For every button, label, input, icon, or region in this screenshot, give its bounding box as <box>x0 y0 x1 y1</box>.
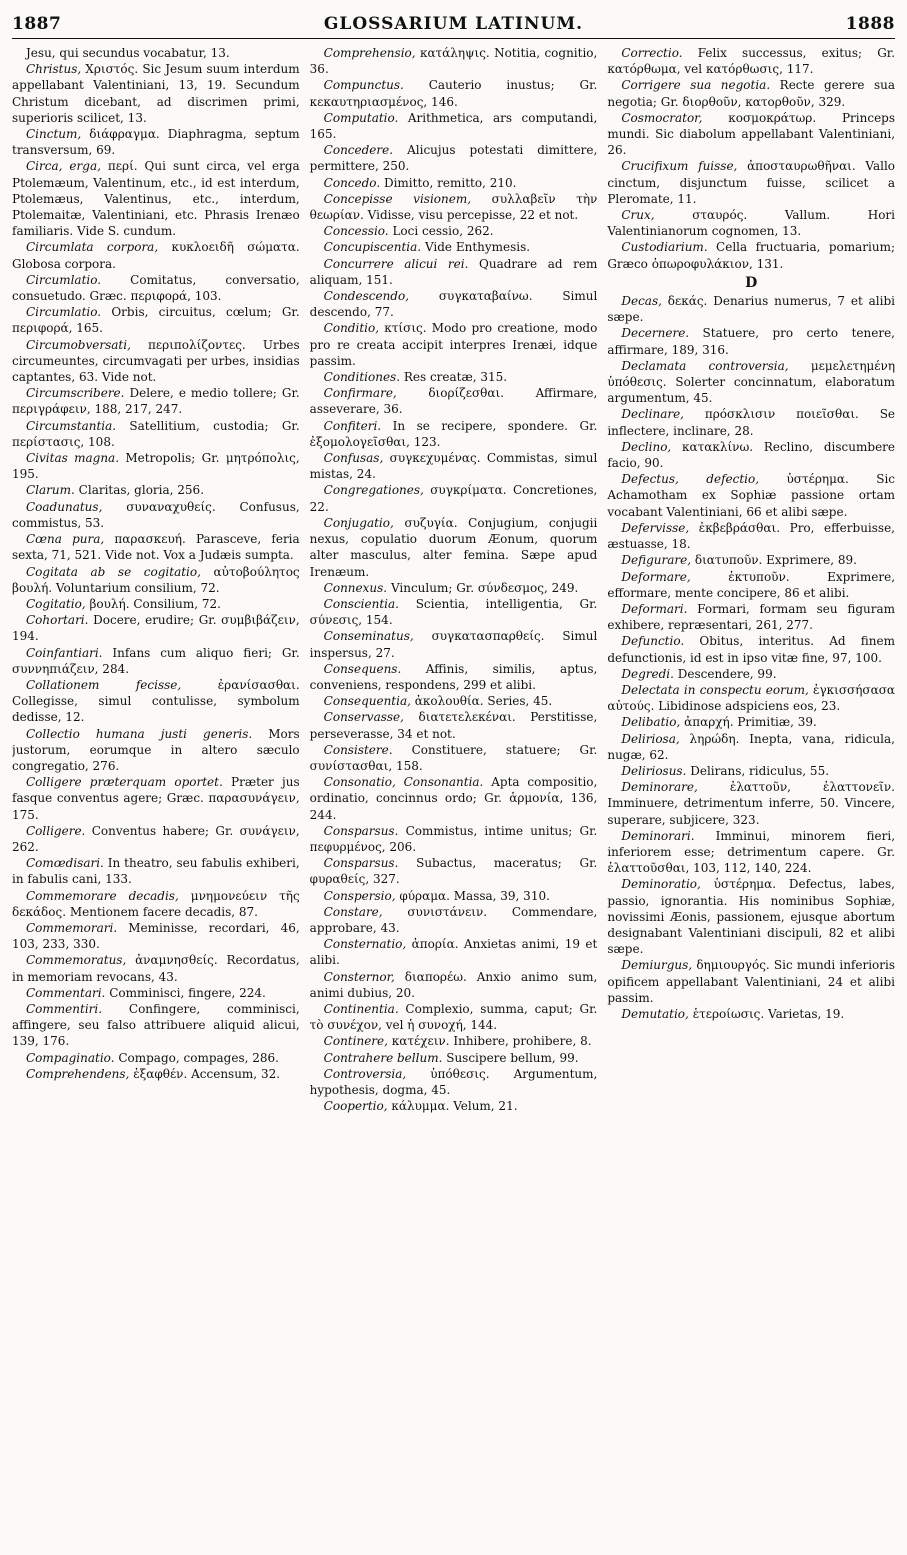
glossary-entry <box>310 288 598 320</box>
entry-definition: Commistus, intime unitus; Gr. πεφυρμένος, 206. <box>309 823 598 854</box>
entry-definition: συγκεχυμένας. Commistas, simul mistas, 24. <box>309 451 598 482</box>
entry-headword: Coadunatus, <box>26 499 103 514</box>
entry-headword: Delibatio, <box>621 715 681 730</box>
glossary-entry <box>12 450 300 482</box>
entry-definition: παρασκευή. Parasceve, feria sexta, 71, 521. Vide not. Vox a Judæis sumpta. <box>12 532 300 563</box>
glossary-entry <box>310 855 598 887</box>
glossary-entry <box>12 888 300 920</box>
glossary-entry <box>310 239 598 255</box>
glossary-entry <box>12 239 300 271</box>
glossary-entry <box>607 666 895 682</box>
entry-definition: πρόσκλισιν ποιεῖσθαι. Se inflectere, inclinare, 28. <box>607 407 896 438</box>
entry-headword: Comprehendens, <box>26 1066 130 1081</box>
glossary-entry <box>12 823 300 855</box>
glossary-entry <box>310 45 598 77</box>
entry-definition: Comminisci, fingere, 224. <box>109 985 266 1000</box>
glossary-entry <box>607 520 895 552</box>
glossary-entry <box>607 633 895 665</box>
glossary-entry <box>607 763 895 779</box>
glossary-entry <box>310 904 598 936</box>
entry-headword: Conspersio, <box>323 888 396 903</box>
entry-headword: Deformari. <box>621 601 688 616</box>
entry-definition: κάλυμμα. Velum, 21. <box>391 1099 518 1114</box>
entry-definition: ἀπαρχή. Primitiæ, 39. <box>684 715 817 730</box>
entry-headword: Circumlatio. <box>26 305 102 320</box>
entry-definition: Vinculum; Gr. σύνδεσμος, 249. <box>390 580 579 595</box>
entry-headword: Commemorari. <box>26 920 118 935</box>
glossary-entry <box>12 612 300 644</box>
entry-definition: Satellitium, custodia; Gr. περίστασις, 108. <box>12 418 300 449</box>
entry-definition: Compago, compages, 286. <box>118 1050 279 1065</box>
entry-definition: συγκρίματα. Concretiones, 22. <box>309 483 598 514</box>
entry-definition: ἐξαφθέν. Accensum, 32. <box>133 1066 281 1081</box>
entry-definition: Χριστός. Sic Jesum suum interdum appellabant Valentiniani, 13, 19. Secundum Christum dicebant, ad discrimen primi, superioris scilicet, 13. <box>12 62 300 125</box>
entry-headword: Constare, <box>323 904 383 919</box>
entry-definition: Imminui, minorem fieri, inferiorem esse; detrimentum capere. Gr. ἐλαττοῦσθαι, 103, 112, 140, 224. <box>607 828 896 876</box>
glossary-entry <box>12 158 300 239</box>
glossary-entry <box>310 596 598 628</box>
glossary-entry <box>12 1066 300 1082</box>
entry-definition: ἐκτυποῦν. Exprimere, efformare, mente concipere, 86 et alibi. <box>607 569 896 600</box>
entry-headword: Consparsus. <box>323 856 399 871</box>
entry-definition: Constituere, statuere; Gr. συνίστασθαι, 158. <box>309 742 598 773</box>
glossary-entry <box>310 175 598 191</box>
glossary-entry <box>607 239 895 271</box>
glossary-entry <box>310 1050 598 1066</box>
glossary-entry <box>310 1098 598 1114</box>
entry-definition: ἐλαττοῦν, ἐλαττονεῖν. Imminuere, detrimentum inferre, 50. Vincere, superare, subjicere, 323. <box>607 780 896 827</box>
glossary-entry <box>310 191 598 223</box>
glossary-entry <box>310 888 598 904</box>
entry-headword: Colligere. <box>26 823 86 838</box>
glossary-entry <box>607 779 895 828</box>
entry-definition: Jesu, qui secundus vocabatur, 13. <box>26 46 230 60</box>
glossary-entry <box>607 207 895 239</box>
entry-definition: Affinis, similis, aptus, conveniens, respondens, 299 et alibi. <box>309 661 598 692</box>
entry-headword: Controversia, <box>323 1066 407 1081</box>
glossary-entry <box>310 450 598 482</box>
entry-definition: διατυποῦν. Exprimere, 89. <box>694 553 857 568</box>
glossary-entry <box>12 337 300 386</box>
glossary-entry <box>310 774 598 823</box>
column-1 <box>12 45 300 1555</box>
glossary-entry <box>607 876 895 957</box>
entry-headword: Connexus. <box>323 580 388 595</box>
entry-definition: Apta compositio, ordinatio, concinnus ordo; Gr. ἁρμονία, 136, 244. <box>309 775 598 822</box>
entry-headword: Congregationes, <box>323 483 424 498</box>
entry-headword: Consonatio, Consonantia. <box>323 775 484 790</box>
entry-definition: κοσμοκράτωρ. Princeps mundi. Sic diabolum appellabant Valentiniani, 26. <box>607 110 896 158</box>
entry-headword: Clarum. <box>26 483 75 498</box>
entry-headword: Corrigere sua negotia. <box>621 78 771 93</box>
glossary-entry <box>310 369 598 385</box>
glossary-entry <box>310 515 598 580</box>
entry-headword: Degredi. <box>621 666 674 681</box>
glossary-entry <box>310 1033 598 1049</box>
glossary-entry <box>12 677 300 726</box>
entry-definition: Felix successus, exitus; Gr. κατόρθωμα, vel κατόρθωσις, 117. <box>607 46 896 77</box>
entry-headword: Declinare, <box>621 407 684 422</box>
entry-definition: Suscipere bellum, 99. <box>446 1050 579 1065</box>
columns <box>12 45 895 1555</box>
glossary-entry <box>607 552 895 568</box>
entry-headword: Defervisse, <box>621 520 690 535</box>
entry-headword: Defunctio. <box>621 634 685 649</box>
entry-headword: Circumscribere. <box>26 386 125 401</box>
entry-headword: Decas, <box>621 294 662 309</box>
entry-definition: σταυρός. Vallum. Hori Valentinianorum cognomen, 13. <box>607 208 896 239</box>
glossary-entry <box>607 358 895 407</box>
glossary-entry <box>310 223 598 239</box>
glossary-entry <box>607 439 895 471</box>
entry-headword: Defigurare, <box>621 553 692 568</box>
glossary-entry <box>12 304 300 336</box>
entry-definition: Confingere, comminisci, affingere, seu falso attribuere aliquid alicui, 139, 176. <box>12 1001 300 1049</box>
entry-headword: Concupiscentia. <box>323 240 422 255</box>
entry-definition: Docere, erudire; Gr. συμβιβάζειν, 194. <box>12 613 300 644</box>
entry-definition: Obitus, interitus. Ad finem defunctionis, id est in ipso vitæ fine, 97, 100. <box>607 634 895 665</box>
glossary-entry <box>12 1001 300 1050</box>
entry-headword: Cogitata ab se cogitatio, <box>26 564 201 579</box>
entry-definition: Comitatus, conversatio, consuetudo. Græc. περιφορά, 103. <box>12 272 300 304</box>
glossary-entry <box>12 596 300 612</box>
entry-definition: Quadrare ad rem aliquam, 151. <box>309 256 598 287</box>
entry-headword: Continentia. <box>323 1001 399 1016</box>
entry-headword: Conservasse, <box>323 710 404 725</box>
entry-definition: συγκαταβαίνω. Simul descendo, 77. <box>309 289 598 320</box>
entry-headword: Deliriosus. <box>621 763 687 778</box>
entry-headword: Declamata controversia, <box>621 358 789 373</box>
entry-definition: βουλή. Consilium, 72. <box>89 596 221 611</box>
entry-definition: διατετελεκέναι. Perstitisse, perseverasse, 34 et not. <box>309 710 598 741</box>
entry-headword: Consistere. <box>323 742 393 757</box>
glossary-entry <box>607 957 895 1006</box>
entry-headword: Deliriosa, <box>621 731 680 746</box>
entry-definition: Metropolis; Gr. μητρόπολις, 195. <box>12 451 300 482</box>
glossary-entry <box>12 272 300 304</box>
glossary-entry <box>310 969 598 1001</box>
entry-definition: ἐγκισσήσασα αὐτούς. Libidinose adspiciens eos, 23. <box>607 682 896 714</box>
entry-definition: ἐκβεβράσθαι. Pro, efferbuisse, æstuasse, 18. <box>607 520 896 552</box>
entry-definition: διορίζεσθαι. Affirmare, asseverare, 36. <box>309 386 598 417</box>
entry-definition: κατάληψις. Notitia, cognitio, 36. <box>309 46 598 77</box>
glossary-entry <box>12 985 300 1001</box>
entry-headword: Contrahere bellum. <box>323 1050 443 1065</box>
entry-definition: δεκάς. Denarius numerus, 7 et alibi sæpe. <box>607 294 895 325</box>
left-page-number: 1887 <box>12 14 62 34</box>
glossary-entry <box>607 45 895 77</box>
glossary-entry <box>310 1001 598 1033</box>
entry-headword: Conscientia. <box>323 596 399 611</box>
entry-definition: φύραμα. Massa, 39, 310. <box>399 888 550 903</box>
entry-headword: Cogitatio, <box>26 596 86 611</box>
entry-headword: Confusas, <box>323 451 384 466</box>
entry-definition: συζυγία. Conjugium, conjugii nexus, copulatio duorum Æonum, quorum alter masculus, alter femina. Sæpe apud Irenæum. <box>309 515 598 579</box>
entry-headword: Confiteri. <box>323 418 382 433</box>
glossary-entry <box>607 406 895 438</box>
entry-headword: Declino, <box>621 439 672 454</box>
column-3 <box>607 45 895 1555</box>
entry-definition: συλλαβεῖν τὴν θεωρίαν. Vidisse, visu percepisse, 22 et not. <box>309 191 598 223</box>
entry-definition: ἀποσταυρωθῆναι. Vallo cinctum, disjunctum fuisse, scilicet a Pleromate, 11. <box>607 159 896 206</box>
glossary-entry <box>310 385 598 417</box>
entry-headword: Circumobversati, <box>26 337 131 352</box>
entry-headword: Deformare, <box>621 569 691 584</box>
entry-headword: Conjugatio, <box>323 515 394 530</box>
glossary-entry <box>310 482 598 514</box>
glossary-entry <box>12 726 300 775</box>
entry-headword: Compunctus. <box>323 78 404 93</box>
entry-headword: Condescendo, <box>323 289 410 304</box>
entry-definition: ὑπόθεσις. Argumentum, hypothesis, dogma, 45. <box>309 1066 598 1097</box>
entry-headword: Concessio. <box>323 224 389 239</box>
entry-headword: Crux, <box>621 208 655 223</box>
glossary-entry <box>607 714 895 730</box>
entry-definition: ἐρανίσασθαι. Collegisse, simul contulisse, symbolum dedisse, 12. <box>12 677 300 725</box>
right-page-number: 1888 <box>845 14 895 34</box>
entry-definition: κατέχειν. Inhibere, prohibere, 8. <box>391 1034 592 1049</box>
entry-definition: Subactus, maceratus; Gr. φυραθείς, 327. <box>309 856 598 887</box>
entry-definition: διαπορέω. Anxio animo sum, animi dubius, 20. <box>309 969 598 1000</box>
header-rule <box>12 38 895 39</box>
entry-headword: Concepisse visionem, <box>323 191 472 206</box>
entry-headword: Deminoratio, <box>621 877 701 892</box>
entry-headword: Comprehensio, <box>323 46 416 60</box>
entry-definition: Statuere, pro certo tenere, affirmare, 189, 316. <box>607 326 895 357</box>
entry-definition: Arithmetica, ars computandi, 165. <box>309 110 598 142</box>
entry-headword: Deminorare, <box>621 780 698 795</box>
entry-definition: συγκατασπαρθείς. Simul inspersus, 27. <box>309 629 598 660</box>
entry-headword: Commentiri. <box>26 1001 103 1016</box>
entry-definition: Cella fructuaria, pomarium; Græco ὀπωροφυλάκιον, 131. <box>607 240 896 271</box>
entry-headword: Defectus, defectio, <box>621 472 760 487</box>
entry-definition: ἑτεροίωσις. Varietas, 19. <box>692 1006 845 1021</box>
entry-headword: Commemorare decadis, <box>26 888 179 903</box>
entry-definition: περί. Qui sunt circa, vel erga Ptolemæum, Valentinum, etc., id est interdum, Ptolemæus, Valentinus, etc., interdum, Ptolemaitæ, Valentiniani, etc. Phrasis Irenæo familiaris. Vide S. cundum. <box>12 159 300 239</box>
glossary-entry <box>310 77 598 109</box>
entry-headword: Compaginatio. <box>26 1050 115 1065</box>
glossary-entry <box>310 742 598 774</box>
entry-headword: Circumlata corpora, <box>26 240 159 255</box>
glossary-entry <box>607 77 895 109</box>
entry-definition: Cauterio inustus; Gr. κεκαυτηριασμένος, 146. <box>309 78 598 109</box>
entry-definition: συναναχυθείς. Confusus, commistus, 53. <box>12 499 300 530</box>
entry-headword: Christus, <box>26 62 82 77</box>
entry-definition: Delirans, ridiculus, 55. <box>690 763 830 778</box>
column-2 <box>310 45 598 1555</box>
glossary-entry <box>607 110 895 159</box>
glossary-entry <box>12 531 300 563</box>
glossary-entry <box>12 920 300 952</box>
glossary-entry <box>310 628 598 660</box>
entry-headword: Collectio humana justi generis. <box>26 726 253 741</box>
entry-definition: μνημονεύειν τῆς δεκάδος. Mentionem facere decadis, 87. <box>12 888 300 919</box>
entry-headword: Demutatio, <box>621 1006 689 1021</box>
entry-headword: Cinctum, <box>26 127 82 142</box>
entry-definition: Mors justorum, eorumque in altero sæculo congregatio, 276. <box>12 726 300 773</box>
entry-definition: κτίσις. Modo pro creatione, modo pro re creata accipit interpres Irenæi, idque passim. <box>309 321 598 368</box>
entry-headword: Conditio, <box>323 321 380 336</box>
glossary-entry <box>12 952 300 984</box>
entry-headword: Consequens. <box>323 661 402 676</box>
glossary-entry <box>310 142 598 174</box>
entry-definition: Formari, formam seu figuram exhibere, repræsentari, 261, 277. <box>607 601 896 633</box>
entry-headword: Circa, erga, <box>26 159 101 174</box>
glossary-entry <box>607 731 895 763</box>
glossary-entry <box>310 110 598 142</box>
entry-definition: Meminisse, recordari, 46, 103, 233, 330. <box>12 920 300 952</box>
entry-definition: ἀπορία. Anxietas animi, 19 et alibi. <box>309 937 598 968</box>
entry-headword: Concedere. <box>323 143 394 158</box>
glossary-entry <box>12 126 300 158</box>
entry-headword: Coinfantiari. <box>26 645 103 660</box>
glossary-entry <box>607 158 895 207</box>
entry-definition: δημιουργός. Sic mundi inferioris opificem appellabant Valentiniani, 24 et alibi passim. <box>607 958 896 1005</box>
glossary-entry <box>607 471 895 520</box>
entry-headword: Correctio. <box>621 46 683 60</box>
entry-headword: Demiurgus, <box>621 958 693 973</box>
entry-definition: Delere, e medio tollere; Gr. περιγράφειν, 188, 217, 247. <box>12 386 300 417</box>
glossary-entry <box>607 828 895 877</box>
entry-definition: Orbis, circuitus, cœlum; Gr. περιφορά, 165. <box>12 305 300 336</box>
page-header <box>12 14 895 34</box>
glossary-entry <box>12 418 300 450</box>
glossary-entry <box>607 293 895 325</box>
glossary-entry <box>310 256 598 288</box>
entry-headword: Custodiarium. <box>621 240 708 255</box>
entry-definition: Loci cessio, 262. <box>392 224 494 239</box>
entry-headword: Consequentia, <box>323 694 411 709</box>
entry-definition: Infans cum aliquo fieri; Gr. συννηπιάζειν, 284. <box>12 645 300 676</box>
entry-headword: Consparsus. <box>323 823 399 838</box>
glossary-entry <box>310 936 598 968</box>
glossary-entry <box>310 418 598 450</box>
entry-definition: Vide Enthymesis. <box>424 240 531 255</box>
entry-definition: περιπολίζοντες. Urbes circumeuntes, circumvagati per urbes, insidias captantes, 63. Vide not. <box>12 337 300 385</box>
section-letter: D <box>745 274 758 291</box>
entry-definition: αὐτοβούλητος βουλή. Voluntarium consilium, 72. <box>12 564 300 595</box>
glossary-entry <box>607 1006 895 1022</box>
entry-definition: ληρώδη. Inepta, vana, ridicula, nugæ, 62. <box>607 731 895 762</box>
entry-definition: ἀναμνησθείς. Recordatus, in memoriam revocans, 43. <box>12 953 300 984</box>
glossary-entry <box>310 661 598 693</box>
glossary-entry <box>310 823 598 855</box>
entry-headword: Concurrere alicui rei. <box>323 256 469 271</box>
entry-definition: Recte gerere sua negotia; Gr. διορθοῦν, κατορθοῦν, 329. <box>607 78 896 109</box>
glossary-entry <box>310 580 598 596</box>
glossary-entry <box>607 569 895 601</box>
entry-headword: Conseminatus, <box>323 629 414 644</box>
entry-headword: Cohortari. <box>26 613 89 628</box>
entry-headword: Confirmare, <box>323 386 397 401</box>
entry-headword: Comœdisari. <box>26 856 104 871</box>
entry-definition: Præter jus fasque conventus agere; Græc. παρασυνάγειν, 175. <box>12 775 300 822</box>
entry-headword: Conditiones. <box>323 370 401 385</box>
glossary-entry <box>607 325 895 357</box>
entry-definition: Descendere, 99. <box>677 666 777 681</box>
entry-definition: Dimitto, remitto, 210. <box>383 175 517 190</box>
glossary-entry <box>12 482 300 498</box>
entry-definition: ἀκολουθία. Series, 45. <box>414 694 553 709</box>
entry-definition: διάφραγμα. Diaphragma, septum transversum, 69. <box>12 127 300 158</box>
entry-headword: Delectata in conspectu eorum, <box>621 682 809 697</box>
glossary-entry <box>310 1066 598 1098</box>
entry-definition: Claritas, gloria, 256. <box>78 483 205 498</box>
glossary-entry <box>12 61 300 126</box>
entry-definition: Complexio, summa, caput; Gr. τὸ συνέχον, vel ἡ συνοχή, 144. <box>309 1001 598 1033</box>
entry-definition: μεμελετημένη ὑπόθεσις. Solerter concinnatum, elaboratum argumentum, 45. <box>607 358 896 406</box>
glossary-entry <box>12 564 300 596</box>
entry-headword: Collationem fecisse, <box>26 677 182 692</box>
entry-definition: Alicujus potestati dimittere, permittere, 250. <box>309 143 598 174</box>
glossary-entry <box>607 682 895 714</box>
entry-headword: Deminorari. <box>621 828 695 843</box>
glossary-entry <box>12 45 300 61</box>
glossary-entry <box>12 645 300 677</box>
entry-headword: Commentari. <box>26 985 106 1000</box>
entry-definition: κατακλίνω. Reclino, discumbere facio, 90. <box>607 439 896 471</box>
entry-headword: Decernere. <box>621 326 690 341</box>
entry-headword: Circumlatio. <box>26 272 102 287</box>
glossary-entry <box>12 385 300 417</box>
entry-definition: Scientia, intelligentia, Gr. σύνεσις, 154. <box>309 596 598 628</box>
entry-headword: Circumstantia. <box>26 418 117 433</box>
entry-headword: Colligere præterquam oportet. <box>26 775 223 790</box>
glossary-entry <box>12 855 300 887</box>
glossary-entry <box>12 1050 300 1066</box>
entry-headword: Concedo. <box>323 175 381 190</box>
page-title: GLOSSARIUM LATINUM. <box>323 14 584 34</box>
entry-definition: συνιστάνειν. Commendare, approbare, 43. <box>309 904 598 935</box>
entry-headword: Consternatio, <box>323 937 407 952</box>
entry-headword: Continere, <box>323 1034 388 1049</box>
glossary-entry <box>12 499 300 531</box>
entry-headword: Consternor, <box>323 969 395 984</box>
glossary-entry <box>12 774 300 823</box>
entry-headword: Civitas magna. <box>26 451 120 466</box>
glossary-entry <box>607 601 895 633</box>
entry-headword: Coopertio, <box>323 1099 388 1114</box>
glossary-entry <box>310 709 598 741</box>
entry-headword: Crucifixum fuisse, <box>621 159 738 174</box>
entry-definition: Res creatæ, 315. <box>403 370 508 385</box>
entry-definition: In theatro, seu fabulis exhiberi, in fabulis cani, 133. <box>12 856 300 887</box>
entry-headword: Computatio. <box>323 110 399 125</box>
entry-headword: Commemoratus, <box>26 953 127 968</box>
entry-definition: ὑστέρημα. Sic Achamotham ex Sophiæ passione ortam vocabant Valentiniani, 66 et alibi sæpe. <box>607 472 896 519</box>
entry-definition: ὑστέρημα. Defectus, labes, passio, ignorantia. His nominibus Sophiæ, novissimi Æonis, passionem, ejusque abortum designabant Valentiniani discipuli, 82 et alibi sæpe. <box>607 877 896 957</box>
entry-headword: Cosmocrator, <box>621 110 703 125</box>
entry-headword: Cœna pura, <box>26 532 105 547</box>
glossary-entry <box>310 693 598 709</box>
entry-definition: Conventus habere; Gr. συνάγειν, 262. <box>12 823 300 854</box>
entry-definition: In se recipere, spondere. Gr. ἐξομολογεῖσθαι, 123. <box>309 418 598 449</box>
glossary-entry <box>310 320 598 369</box>
entry-definition: κυκλοειδῆ σώματα. Globosa corpora. <box>12 240 300 271</box>
